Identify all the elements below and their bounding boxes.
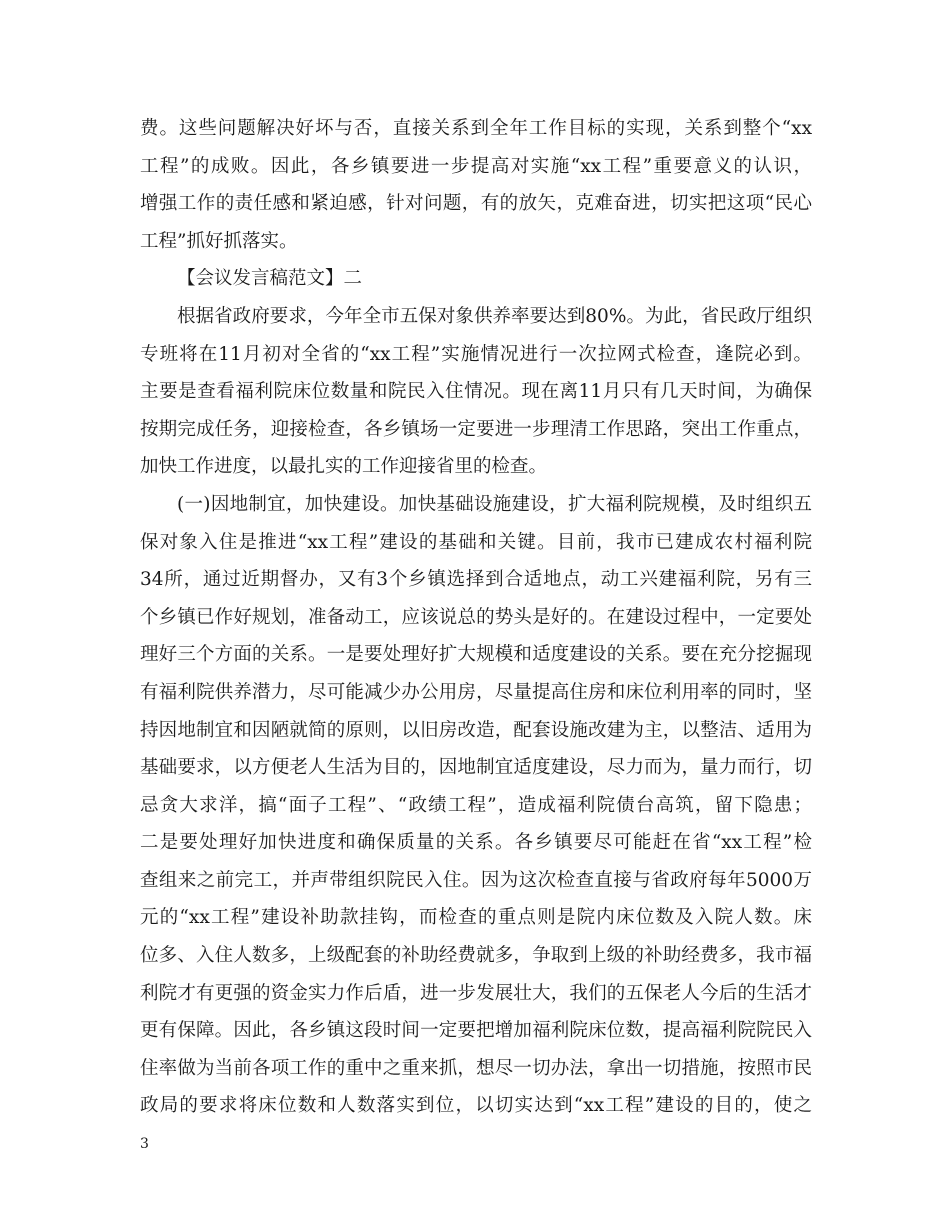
text-line: 政局的要求将床位数和人数落实到位，以切实达到“xx工程”建设的目的，使之: [140, 1095, 812, 1117]
text-line: 主要是查看福利院床位数量和院民入住情况。现在离11月只有几天时间，为确保: [140, 381, 812, 403]
text-line: 工程”的成败。因此，各乡镇要进一步提高对实施“xx工程”重要意义的认识，: [140, 155, 812, 177]
text-line: 持因地制宜和因陋就简的原则，以旧房改造，配套设施改建为主，以整洁、适用为: [140, 719, 812, 741]
text-line: 根据省政府要求，今年全市五保对象供养率要达到80%。为此，省民政厅组织: [177, 305, 812, 327]
text-line: 二是要处理好加快进度和确保质量的关系。各乡镇要尽可能赶在省“xx工程”检: [140, 832, 812, 854]
text-line: 住率做为当前各项工作的重中之重来抓，想尽一切办法，拿出一切措施，按照市民: [140, 1057, 812, 1079]
text-line: 基础要求，以方便老人生活为目的，因地制宜适度建设，尽力而为，量力而行，切: [140, 757, 812, 779]
page-number: 3: [140, 1136, 149, 1152]
text-line: 利院才有更强的资金实力作后盾，进一步发展壮大，我们的五保老人今后的生活才: [140, 982, 812, 1004]
text-line: (一)因地制宜，加快建设。加快基础设施建设，扩大福利院规模，及时组织五: [177, 493, 812, 515]
body-text: [140, 110, 812, 1125]
text-line: 加快工作进度，以最扎实的工作迎接省里的检查。: [140, 456, 548, 478]
text-line: 忌贪大求洋，搞“面子工程”、“政绩工程”，造成福利院债台高筑，留下隐患；: [140, 794, 812, 816]
text-line: 有福利院供养潜力，尽可能减少办公用房，尽量提高住房和床位利用率的同时，坚: [140, 681, 812, 703]
text-line: 更有保障。因此，各乡镇这段时间一定要把增加福利院床位数，提高福利院院民入: [140, 1020, 812, 1042]
text-line: 费。这些问题解决好坏与否，直接关系到全年工作目标的实现，关系到整个“xx: [140, 118, 812, 139]
text-line: 【会议发言稿范文】二: [177, 268, 363, 290]
text-line: 元的“xx工程”建设补助款挂钩，而检查的重点则是院内床位数及入院人数。床: [140, 907, 812, 929]
text-line: 理好三个方面的关系。一是要处理好扩大规模和适度建设的关系。要在充分挖掘现: [140, 644, 812, 666]
text-line: 按期完成任务，迎接检查，各乡镇场一定要进一步理清工作思路，突出工作重点，: [140, 418, 812, 440]
text-line: 个乡镇已作好规划，准备动工，应该说总的势头是好的。在建设过程中，一定要处: [140, 606, 812, 628]
text-line: 增强工作的责任感和紧迫感，针对问题，有的放矢，克难奋进，切实把这项“民心: [140, 193, 812, 215]
text-line: 查组来之前完工，并声带组织院民入住。因为这次检查直接与省政府每年5000万: [140, 869, 812, 891]
text-line: 34所，通过近期督办，又有3个乡镇选择到合适地点，动工兴建福利院，另有三: [140, 569, 812, 591]
text-line: 位多、入住人数多，上级配套的补助经费就多，争取到上级的补助经费多，我市福: [140, 945, 812, 967]
text-line: 专班将在11月初对全省的“xx工程”实施情况进行一次拉网式检查，逢院必到。: [140, 343, 812, 365]
text-line: 保对象入住是推进“xx工程”建设的基础和关键。目前，我市已建成农村福利院: [140, 531, 812, 553]
text-line: 工程”抓好抓落实。: [140, 230, 298, 252]
